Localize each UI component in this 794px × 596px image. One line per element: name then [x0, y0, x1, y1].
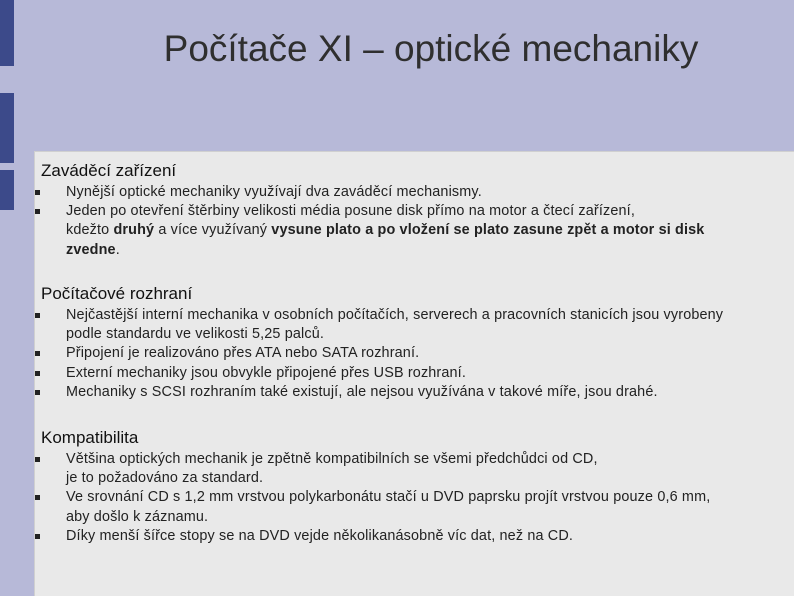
- list-item: Jeden po otevření štěrbiny velikosti média posune disk přímo na motor a čtecí zařízení, kdežto druhý a více využívaný vysune plato a po vložení se plato zasune zpět a motor si disk zvedne.: [41, 202, 791, 260]
- section-heading: Kompatibilita: [41, 428, 139, 447]
- bullet-icon: [35, 371, 40, 376]
- section-heading: Počítačové rozhraní: [41, 284, 193, 303]
- bullet-icon: [35, 534, 40, 539]
- bullet-list: [41, 450, 791, 546]
- section-heading: Zaváděcí zařízení: [41, 161, 177, 180]
- bullet-icon: [35, 457, 40, 462]
- bullet-list: [41, 183, 791, 260]
- list-item: Mechaniky s SCSI rozhraním také existují, ale nejsou využívána v takové míře, jsou drahé.: [41, 383, 791, 402]
- list-item: Ve srovnání CD s 1,2 mm vrstvou polykarbonátu stačí u DVD paprsku projít vrstvou pouze 0,6 mm, aby došlo k záznamu.: [41, 488, 791, 526]
- slide-title: Počítače XI – optické mechaniky: [163, 28, 699, 69]
- emphasis-text: vysune plato a po vložení se plato zasune zpět a motor si disk zvedne: [66, 222, 705, 258]
- section-computer-interface: [41, 284, 791, 402]
- list-item: Externí mechaniky jsou obvykle připojené přes USB rozhraní.: [41, 364, 791, 383]
- bullet-icon: [35, 209, 40, 214]
- bullet-icon: [35, 390, 40, 395]
- bullet-list: [41, 306, 791, 402]
- decorative-bar-middle: [0, 93, 14, 163]
- emphasis-text: druhý: [113, 222, 155, 239]
- list-item: Nejčastější interní mechanika v osobních počítačích, serverech a pracovních stanicích jsou vyrobeny podle standardu ve velikosti 5,25 palců.: [41, 306, 791, 344]
- bullet-icon: [35, 495, 40, 500]
- list-item: Většina optických mechanik je zpětně kompatibilních se všemi předchůdci od CD, je to požadováno za standard.: [41, 450, 791, 488]
- bullet-icon: [35, 190, 40, 195]
- section-compatibility: [41, 428, 791, 546]
- content-panel: [34, 151, 794, 596]
- section-loading-mechanism: [41, 161, 791, 260]
- decorative-bar-lower: [0, 170, 14, 210]
- bullet-icon: [35, 313, 40, 318]
- list-item: Díky menší šířce stopy se na DVD vejde několikanásobně víc dat, než na CD.: [41, 527, 791, 546]
- list-item: Nynější optické mechaniky využívají dva zaváděcí mechanismy.: [41, 183, 791, 202]
- bullet-icon: [35, 351, 40, 356]
- list-item: Připojení je realizováno přes ATA nebo SATA rozhraní.: [41, 344, 791, 363]
